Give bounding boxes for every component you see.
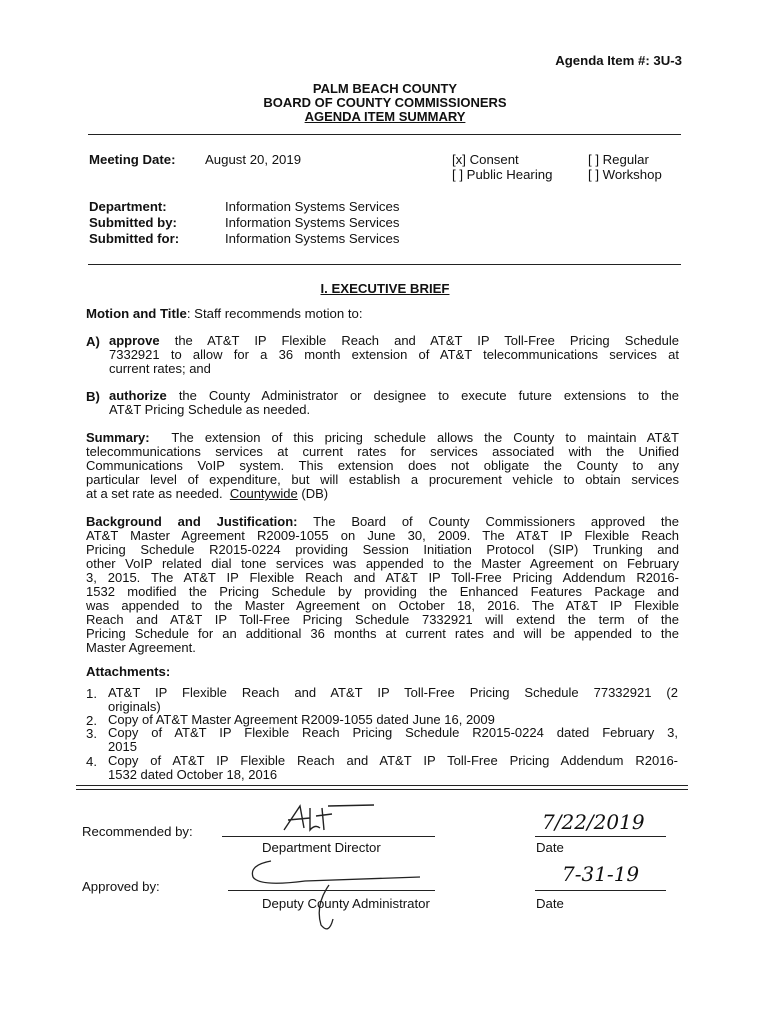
attachment-line: AT&T IP Flexible Reach and AT&T IP Toll-Free Pricing Schedule 77332921 (2: [108, 685, 678, 700]
date-label-2: Date: [536, 896, 564, 911]
motion-title: [86, 306, 363, 321]
item-b-verb: authorize: [109, 388, 167, 403]
summary-line: at a set rate as needed.: [86, 486, 223, 501]
signature-divider-top: [76, 785, 688, 786]
background-line: other VoIP related dial tone services was appended to the Master Agreement on February: [86, 556, 679, 571]
background-line: 1532 modified the Pricing Schedule by providing the Enhanced Features Package and: [86, 584, 679, 599]
submitted-for-value: Information Systems Services: [225, 231, 400, 246]
submitted-by-value: Information Systems Services: [225, 215, 400, 230]
consent-checkbox: [x] Consent: [452, 152, 519, 167]
signed-date-2: 7-31-19: [562, 862, 640, 886]
background-line: Pricing Schedule R2015-0224 providing Session Initiation Protocol (SIP) Trunking and: [86, 542, 679, 557]
attachments-label: Attachments:: [86, 664, 171, 679]
signed-date-1: 7/22/2019: [542, 810, 645, 834]
item-b-text: [109, 389, 679, 417]
summary-line: telecommunications services at current rates for services associated with the Unified: [86, 444, 679, 459]
motion-label: Motion and Title: [86, 306, 187, 321]
background-line: Pricing Schedule for an additional 36 months at current rates and will be appended to the: [86, 626, 679, 641]
director-signature: [270, 800, 390, 840]
board-name: BOARD OF COUNTY COMMISSIONERS: [263, 95, 507, 110]
attachment-number: 3.: [86, 726, 97, 741]
summary-title: [0, 109, 770, 124]
submitted-for-label: Submitted for:: [89, 231, 180, 246]
summary-paragraph: [86, 431, 679, 501]
attachment-number: 1.: [86, 686, 97, 701]
summary-label: Summary:: [86, 430, 150, 445]
background-line: 3, 2015. The AT&T IP Flexible Reach and AT&T IP Toll-Free Pricing Addendum R2016-: [86, 570, 679, 585]
attachment-line: Copy of AT&T IP Flexible Reach and AT&T IP Toll-Free Pricing Addendum R2016-: [108, 753, 678, 768]
executive-brief-heading: [0, 281, 770, 296]
department-label: Department:: [89, 199, 167, 214]
department-value: Information Systems Services: [225, 199, 400, 214]
attachment-line: 1532 dated October 18, 2016: [108, 767, 278, 782]
section-divider: [88, 264, 681, 265]
executive-brief-text: I. EXECUTIVE BRIEF: [320, 281, 450, 296]
background-line: Master Agreement.: [86, 640, 196, 655]
item-b-letter: B): [86, 389, 100, 404]
recommended-by-label: Recommended by:: [82, 824, 193, 839]
summary-line: Communications VoIP system. This extension does not obligate the County to any: [86, 458, 679, 473]
background-paragraph: [86, 515, 679, 655]
attachment-number: 2.: [86, 713, 97, 728]
background-line: The Board of County Commissioners approved the: [313, 514, 679, 529]
attachment-item: [108, 754, 678, 782]
header-divider: [88, 134, 681, 135]
public-hearing-checkbox: [ ] Public Hearing: [452, 167, 553, 182]
item-a-line: current rates; and: [109, 361, 211, 376]
director-signature-line: [222, 836, 435, 837]
attachment-item: [108, 686, 678, 714]
signature-divider-bottom: [76, 789, 688, 790]
background-line: AT&T Master Agreement R2009-1055 on June 30, 2009. The AT&T IP Flexible Reach: [86, 528, 679, 543]
attachment-line: Copy of AT&T IP Flexible Reach Pricing Schedule R2015-0224 dated February 3,: [108, 725, 678, 740]
countywide-text: Countywide: [229, 486, 298, 501]
item-a-letter: A): [86, 334, 100, 349]
background-line: Reach and AT&T IP Toll-Free Pricing Schedule 7332921 will extend the term of the: [86, 612, 679, 627]
item-a-line: 7332921 to allow for a 36 month extension of AT&T telecommunications services at: [109, 347, 679, 362]
item-b-line: the County Administrator or designee to execute future extensions to the: [178, 388, 679, 403]
department-director-label: Department Director: [262, 840, 381, 855]
item-b-line: AT&T Pricing Schedule as needed.: [109, 402, 311, 417]
meeting-date-label: Meeting Date:: [89, 152, 176, 167]
agenda-item-number: Agenda Item #: 3U-3: [555, 53, 682, 68]
summary-line: The extension of this pricing schedule allows the County to maintain AT&T: [171, 430, 679, 445]
date-line-1: [535, 836, 666, 837]
summary-title-text: AGENDA ITEM SUMMARY: [304, 109, 466, 124]
summary-line: particular level of expenditure, but will establish a procurement vehicle to obtain services: [86, 472, 679, 487]
background-label: Background and Justification:: [86, 514, 298, 529]
date-label-1: Date: [536, 840, 564, 855]
item-a-text: [109, 334, 679, 376]
workshop-checkbox: [ ] Workshop: [588, 167, 662, 182]
item-a-line: the AT&T IP Flexible Reach and AT&T IP Toll-Free Pricing Schedule: [174, 333, 679, 348]
attachment-number: 4.: [86, 754, 97, 769]
meeting-date-value: August 20, 2019: [205, 152, 302, 167]
approved-by-label: Approved by:: [82, 879, 160, 894]
item-a-verb: approve: [109, 333, 160, 348]
attachment-line: originals): [108, 699, 161, 714]
attachment-line: 2015: [108, 739, 137, 754]
submitted-by-label: Submitted by:: [89, 215, 177, 230]
deputy-signature-line: [228, 890, 435, 891]
attachment-line: Copy of AT&T Master Agreement R2009-1055 dated June 16, 2009: [108, 712, 495, 727]
background-line: was appended to the Master Agreement on October 18, 2016. The AT&T IP Flexible: [86, 598, 679, 613]
regular-checkbox: [ ] Regular: [588, 152, 649, 167]
county-name: PALM BEACH COUNTY: [312, 81, 458, 96]
attachment-item: [108, 726, 678, 754]
date-line-2: [535, 890, 666, 891]
district-code: (DB): [301, 486, 329, 501]
motion-text: : Staff recommends motion to:: [186, 306, 363, 321]
deputy-signature: [245, 855, 445, 935]
deputy-county-administrator-label: Deputy County Administrator: [262, 896, 430, 911]
